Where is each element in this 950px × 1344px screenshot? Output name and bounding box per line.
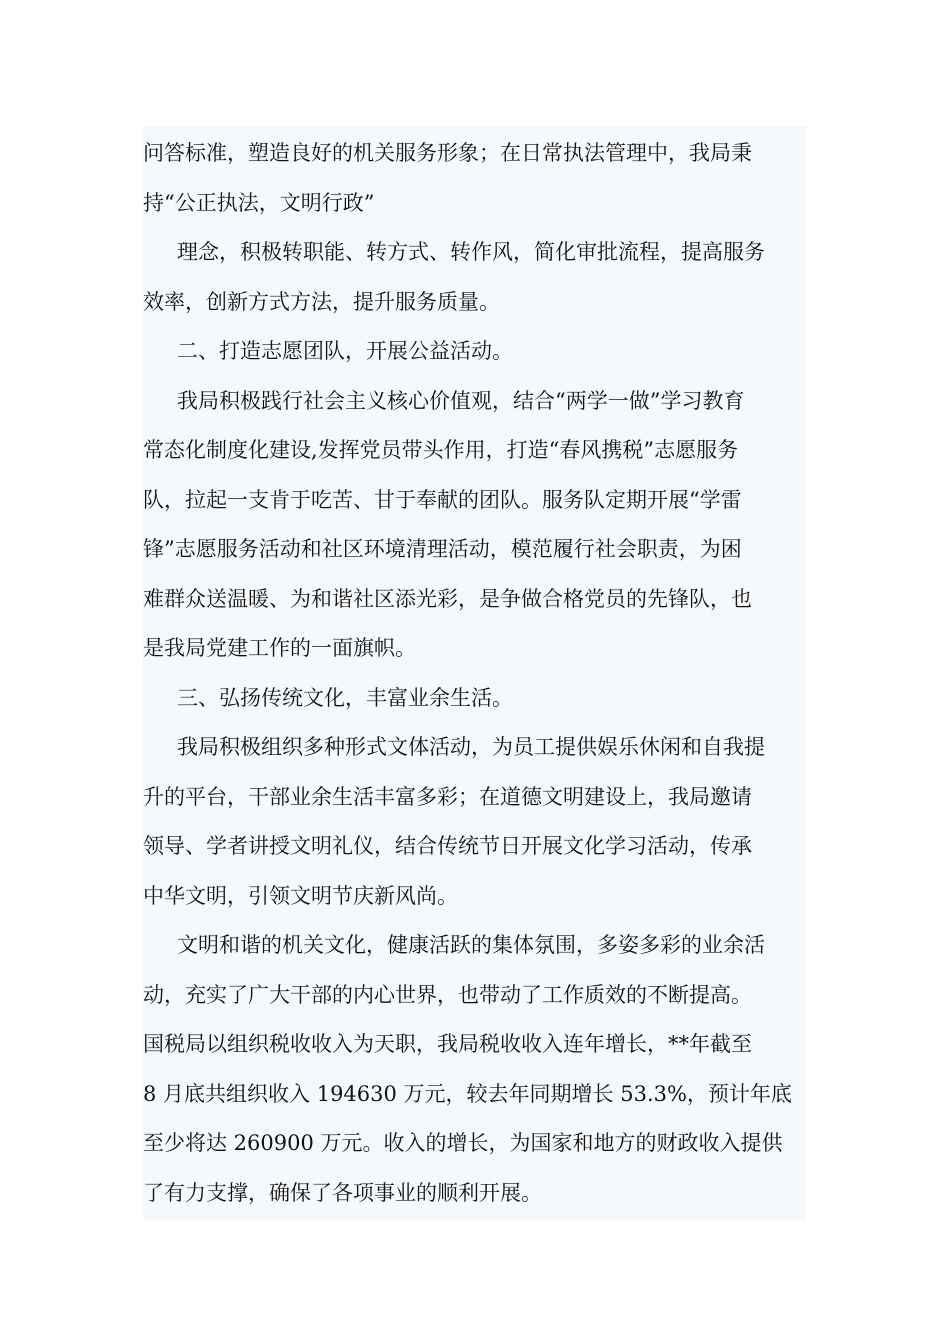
text-line: 领导、学者讲授文明礼仪，结合传统节日开展文化学习活动，传承	[143, 834, 752, 858]
text-line: 中华文明，引领文明节庆新风尚。	[143, 884, 458, 908]
text-line: 我局积极践行社会主义核心价值观，结合“两学一做”学习教育	[177, 389, 745, 413]
text-line: 是我局党建工作的一面旗帜。	[143, 636, 416, 660]
text-line: 8 月底共组织收入 194630 万元，较去年同期增长 53.3%，预计年底	[143, 1082, 792, 1106]
text-line: 动，充实了广大干部的内心世界，也带动了工作质效的不断提高。	[143, 983, 752, 1007]
text-line: 队，拉起一支肯于吃苦、甘于奉献的团队。服务队定期开展“学雷	[143, 488, 742, 512]
section-heading: 二、打造志愿团队，开展公益活动。	[177, 339, 513, 363]
text-line: 难群众送温暖、为和谐社区添光彩，是争做合格党员的先锋队，也	[143, 587, 752, 611]
text-line: 常态化制度化建设,发挥党员带头作用，打造“春风携税”志愿服务	[143, 438, 739, 462]
text-line: 了有力支撑，确保了各项事业的顺利开展。	[143, 1181, 542, 1205]
text-line: 锋”志愿服务活动和社区环境清理活动，模范履行社会职责，为困	[143, 537, 742, 561]
document-body	[143, 126, 806, 1220]
text-line: 文明和谐的机关文化，健康活跃的集体氛围，多姿多彩的业余活	[177, 933, 765, 957]
text-line: 国税局以组织税收收入为天职，我局税收收入连年增长，**年截至	[143, 1032, 752, 1056]
text-line: 我局积极组织多种形式文体活动，为员工提供娱乐休闲和自我提	[177, 735, 765, 759]
text-line: 至少将达 260900 万元。收入的增长，为国家和地方的财政收入提供	[143, 1131, 783, 1155]
text-line: 理念，积极转职能、转方式、转作风，简化审批流程，提高服务	[177, 240, 765, 264]
text-line: 问答标准，塑造良好的机关服务形象；在日常执法管理中，我局秉	[143, 141, 752, 165]
section-heading: 三、弘扬传统文化，丰富业余生活。	[177, 686, 513, 710]
text-line: 效率，创新方式方法，提升服务质量。	[143, 290, 500, 314]
text-line: 持“公正执法，文明行政”	[143, 191, 375, 215]
text-line: 升的平台，干部业余生活丰富多彩；在道德文明建设上，我局邀请	[143, 785, 752, 809]
